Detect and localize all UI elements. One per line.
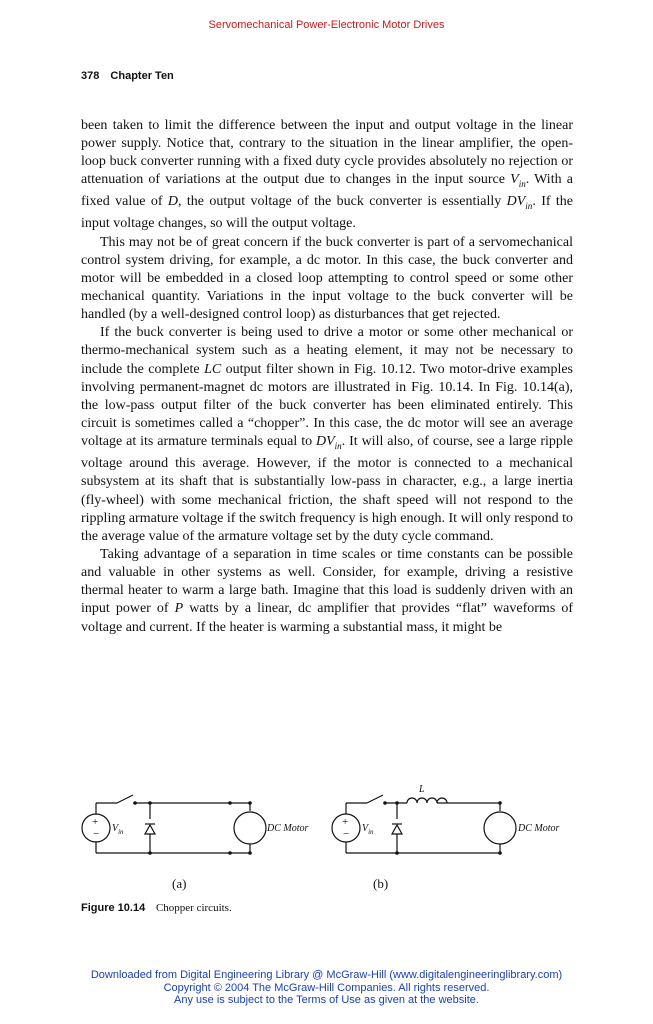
paragraph: been taken to limit the difference between the input and output voltage in the linear power supply. Notice that, contrary to the situation in the linear amplifier, the open-loop buck converter running with a fixed duty cycle provides absolutely no rejection or attenuation of variations at the output due to changes in the input source $V_{in}$. With a fixed value of D, the output voltage of the buck converter is essentially $DV_{in}$. If the input voltage changes, so will the output voltage. xyxy=(81,118,573,232)
figure-10-14 xyxy=(75,780,585,900)
motor-label-b: DC Motor xyxy=(518,823,560,834)
page-header xyxy=(81,70,174,82)
body-text xyxy=(81,117,573,637)
figure-caption xyxy=(81,902,232,914)
chopper-circuits-diagram xyxy=(75,780,585,900)
panel-label-b: (b) xyxy=(373,876,389,891)
download-footer xyxy=(0,969,653,1007)
circuit-b xyxy=(332,795,516,853)
source-label-b: $V_{in}$ xyxy=(362,823,374,836)
footer-copyright-line: Copyright © 2004 The McGraw-Hill Companies. All rights reserved. xyxy=(163,981,490,994)
source-minus-sign: − xyxy=(343,828,350,840)
source-plus-sign: + xyxy=(342,816,349,828)
running-head: Servomechanical Power-Electronic Motor Drives xyxy=(208,19,445,31)
footer-download-line[interactable]: Downloaded from Digital Engineering Library @ McGraw-Hill (www.digitalengineeringlibrary.com) xyxy=(90,969,563,981)
figure-caption-label: Figure 10.14 xyxy=(81,902,146,914)
page-number: 378 xyxy=(81,70,100,82)
circuit-a xyxy=(82,795,266,853)
source-plus-sign: + xyxy=(92,816,99,828)
figure-caption-text: Chopper circuits. xyxy=(155,902,232,914)
panel-label-a: (a) xyxy=(172,876,187,891)
chapter-title: Chapter Ten xyxy=(110,70,174,82)
motor-label-a: DC Motor xyxy=(267,823,309,834)
source-label-a: $V_{in}$ xyxy=(112,823,124,836)
paragraph: This may not be of great concern if the buck converter is part of a servomechanical control system driving, for example, a dc motor. In this case, the buck converter and motor will be embedded in a closed loop attempting to control speed or some other mechanical quantity. Variations in the input voltage to the buck converter will be handled (by a well-designed control loop) as disturbances that get rejected. xyxy=(81,234,573,323)
inductor-label: L xyxy=(419,784,425,795)
paragraph: Taking advantage of a separation in time scales or time constants can be possible and valuable in other systems as well. Consider, for example, driving a resistive thermal heater to warm a large bath. Imagine that this load is suddenly driven with an input power of P watts by a linear, dc amplifier that provides “flat” waveforms of voltage and current. If the heater is warming a substantial mass, it might be xyxy=(81,546,573,635)
source-minus-sign: − xyxy=(93,828,100,840)
footer-terms-line[interactable]: Any use is subject to the Terms of Use as given at the website. xyxy=(174,994,479,1006)
paragraph: If the buck converter is being used to drive a motor or some other mechanical or thermo-mechanical system such as a heating element, it may not be necessary to include the complete LC output filter shown in Fig. 10.12. Two motor-drive examples involving permanent-magnet dc motors are illustrated in Fig. 10.14. In Fig. 10.14(a), the low-pass output filter of the buck converter has been eliminated entirely. This circuit is sometimes called a “chopper”. In this case, the dc motor will see an average voltage at its armature terminals equal to $DV_{in}$. It will also, of course, see a large ripple voltage around this average. However, if the motor is connected to a mechanical subsystem at its shaft that is substantially low-pass in character, e.g., a large inertia (fly-wheel) with some mechanical friction, the shaft speed will not respond to the rippling armature voltage if the switch frequency is high enough. It will only respond to the average value of the armature voltage set by the duty cycle command. xyxy=(81,325,574,544)
